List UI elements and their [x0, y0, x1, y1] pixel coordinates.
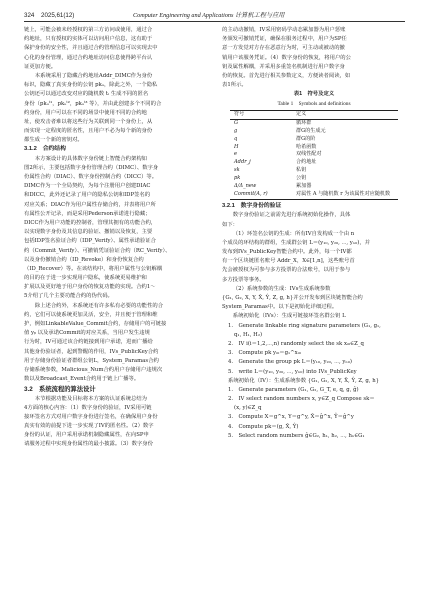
- text-line: 其他身份验证者，起到警醒的作用，IVs_PublicKey合约: [24, 348, 159, 355]
- text-line: 有属性公开记录，而是采用Pederson承诺进行隐藏；: [24, 210, 151, 217]
- text-line: 3. Compute X＝g^x, Y＝g^y, X̂＝ĝ^x, Ŷ＝ĝ^y: [228, 414, 354, 421]
- text-line: 约身份，用户可以在不同的场景中使用不同的合约地: [24, 109, 147, 116]
- text-line: 意一方发觉对方存在恶意行为时，可主动或被动的撤: [222, 45, 345, 52]
- symbol-cell: Addr_j: [234, 159, 251, 166]
- text-line: 3. Compute pk yᵢ₀＝g₁^xᵢ₀: [228, 350, 301, 357]
- symbols-table: [230, 110, 398, 200]
- text-line: 5. write L＝(y₁₀, y₂₀, ⋯, yₙ₀) into IVs_PublicKey: [228, 368, 357, 375]
- text-line: 数字身份验证之前需先进行系统初始化操作，具体: [232, 212, 351, 219]
- definition-cell: 双线性配对: [296, 151, 322, 158]
- definition-cell: 累加器: [296, 183, 312, 190]
- journal-title: Computer Engineering and Applications 计算机工程与应用: [133, 12, 285, 19]
- symbol-cell: G: [234, 119, 239, 126]
- text-line: 的主动动撤销，IV采用密码学动态累加器为用户惩账: [222, 27, 346, 33]
- text-line: 1. Generate linkable ring signature parameters (G₁, g₁,: [228, 322, 381, 329]
- text-line: 存储系统参数，Malicious_Num合约用户存储用户违规次: [24, 366, 163, 373]
- definition-cell: 循环群: [296, 119, 312, 126]
- text-line: 5. Select random numbers ĝ∈G₂, h₁, h₂, ⋯, hₙ∈G₁: [228, 432, 365, 439]
- text-line: 4. Compute pk＝(g, X̂, Ŷ): [228, 423, 299, 430]
- text-line: 2. IV i(i＝1,2,⋯,n) randomly select the sk xᵢ₀∈Z_q: [228, 340, 364, 347]
- text-line: 5介绍了几个主要功能合约的伪代码。: [24, 293, 113, 300]
- text-line: 公钥还可以通过改变对应的随机数 tᵢ 生成不同的匿名: [24, 91, 149, 98]
- text-line: 证更加方便。: [24, 63, 57, 70]
- text-line: （2）系统参数的生成：IVs生成系统参数: [232, 285, 331, 292]
- text-line: 和DICC，此外还记录了用户的隐私公钥和IDP签名的: [24, 192, 151, 199]
- table-row: [230, 136, 398, 144]
- symbol-cell: e: [234, 151, 238, 158]
- text-line: 以实现数字身份及其信息的验证、撤销以及恢复，主要: [24, 229, 153, 236]
- text-line: 护，例如LinkableValue_Commit合约，存储用户的可链接: [24, 321, 167, 327]
- text-line: 包括IDP签名验证合约（IDP_Verify）、属性承诺验证合: [24, 238, 156, 245]
- text-line: 标识，隐藏了真实身份的公钥 pkᵤ，除此之外，一个隐私: [24, 82, 158, 89]
- definition-cell: 合约地址: [296, 159, 317, 166]
- definition-header: 定义: [296, 110, 307, 117]
- text-line: 请服务过程中实现身份属性的最小披露。（3）数字身份: [24, 441, 153, 448]
- text-line: 约地址，只有授权的实体可以访问用户信息，这有助于: [24, 36, 153, 43]
- text-line: 份的恢复。首先进行相关参数定义，方便读者阅读，如: [222, 72, 351, 79]
- text-line: 以及身份撤销合约（ID_Revoke）和身份恢复合约: [24, 256, 144, 263]
- algorithm-block: [222, 322, 406, 441]
- section-heading: 3.2.1 数字身份的验证: [222, 203, 282, 210]
- text-line: 约，它们可以使系统更加灵活，安全，并且便于管理和维: [24, 311, 158, 318]
- text-line: 4. Generate the group pk L＝(y₁₀, y₂₀, ⋯, yₙ₀): [228, 359, 352, 366]
- text-line: 4方面的核心内容：（1）数字身份的验证，IV采用可链: [24, 404, 152, 411]
- text-line: 扩展以及更好地于用户身份的恢复功能的实现。合约1～: [24, 284, 156, 291]
- text-line: 系统初始化（IVs）：生成可链接环签名群公钥 L: [232, 313, 346, 320]
- text-line: 约（Commit_Verify）、可撤销凭证验证合约（RC_Verify）、: [24, 247, 171, 254]
- text-line: 都生成一个新的密钥对。: [24, 137, 83, 144]
- symbol-cell: Δ/Δ_new: [234, 183, 257, 190]
- running-header: [24, 10, 405, 22]
- table-caption-cn: 表1 符号及定义: [293, 91, 335, 98]
- text-line: q₁, H₁, H₂): [234, 331, 263, 338]
- text-line: 本方案设计的具体数字身份链上智能合约架构如: [34, 155, 148, 162]
- text-line: 心化的身份管理，通过合约地址访问信息使得跨平台认: [24, 54, 153, 61]
- text-line: 先会被授权为可参与多方投票的合法账号，以用于参与: [222, 267, 351, 274]
- text-line: 2. IV select random numbers x, y∈Z_q Compose sk＝: [228, 396, 375, 403]
- symbol-cell: H: [234, 143, 239, 150]
- text-line: 1. Generate parameters (G₁, G₂, G_T, e, q, g, ĝ): [228, 386, 359, 393]
- text-line: 销用户该服务凭证。（4）数字身份的恢复，将用户的公: [222, 54, 351, 61]
- issue-info: 2025,61(12): [41, 12, 75, 19]
- text-line: 图2所示，主要包括数字身份管理合约（DIMC）、数字身: [24, 164, 159, 171]
- text-line: System_Paramas中。以下是初始化详细过程。: [222, 304, 338, 311]
- table-row: [230, 191, 398, 199]
- text-line: 务颁发可撤销凭证，确保在服务过程中，用户为SP任: [222, 36, 347, 43]
- text-line: {G₁, G₂, X, Y, X̂, Ŷ, Z, g, h}并公开发布到区块链智能合约: [222, 295, 363, 302]
- symbol-header: 符号: [234, 110, 245, 117]
- definition-cell: 群G的生成元: [296, 127, 326, 134]
- text-line: 身份的认证，用户采用承诺机制隐藏属性，在向SP申: [24, 432, 149, 439]
- page-number: 324: [24, 12, 35, 19]
- text-line: 真实有效的前提下进一步实现了IV的匿名性。（2）数字: [24, 423, 154, 430]
- definition-cell: 哈希函数: [296, 143, 317, 150]
- text-line: 钥及属性解耦，并采用多重签名机制进行用户数字身: [222, 63, 345, 70]
- text-line: 本节根据功能及目标将本方案的认证系统总结为: [34, 395, 148, 402]
- table-row: [230, 119, 398, 127]
- text-line: 除上述合约外，本系统还有许多私有必要的功能性的合: [34, 302, 164, 309]
- text-line: 用于存储身份验证者群组公钥L，System_Paramas合约: [24, 357, 159, 364]
- text-line: 数以及Broadcast_Event合约用于链上广播等。: [24, 376, 140, 383]
- text-line: 份属性合约（DIAC）、数字身份控制合约（DICC）等。: [24, 174, 158, 180]
- text-line: 系统初始化（IV）：生成系统参数 {G₁, G₂, X, Y, X̂, Ŷ, Z, g, h}: [228, 377, 380, 384]
- text-line: （ID_Recover）等。在该结构中，将用户属性与公钥解耦: [24, 265, 163, 272]
- right-column: [222, 26, 406, 441]
- symbol-cell: sk: [234, 167, 240, 174]
- text-line: 对应关系；DIAC作为用户属性存储合约，并表将用户所: [24, 201, 156, 208]
- symbol-cell: g: [234, 127, 238, 134]
- table-caption-en: Table 1 Symbols and definitions: [277, 100, 351, 107]
- left-column: [24, 26, 208, 450]
- text-line: 本系统采用了隐藏合约地址Addr_DIMC作为身份: [34, 72, 153, 79]
- table-row: [230, 159, 398, 167]
- right-intro-text: [222, 26, 406, 90]
- table-row: [230, 175, 398, 183]
- text-line: 表1所示。: [222, 82, 247, 89]
- section-heading: 3.1.2 合约结构: [24, 146, 66, 153]
- symbol-cell: pk: [234, 175, 241, 182]
- text-line: 身份（pkᵤᵗ¹，pkᵤᵗ²，pkᵤᵗ³ 等），并由此创建多个不同的合: [24, 100, 162, 107]
- definition-cell: 公钥: [296, 175, 307, 182]
- section-heading: 3.2 系统流程的算法设计: [24, 386, 96, 394]
- definition-cell: 对属性 A 与随机数 r 为该属性对应随机数: [296, 191, 391, 198]
- text-line: 址，使攻击者难以将这些行为关联到同一个身份上，从: [24, 118, 153, 125]
- right-body-text: [222, 202, 406, 321]
- text-line: DICC作为用户功能的控制者，管理其拥有的功能合约，: [24, 219, 157, 226]
- table-row: [230, 167, 398, 175]
- text-line: 有一个区块链匿名账号 Addr_X，X∈[1,n]，这些账号首: [222, 258, 355, 265]
- text-line: 行为时，IV可通过该合约链接到用户承诺，进而广播给: [24, 339, 153, 346]
- text-line: DIMC作为一个全局契约，为每个注册用户创建DIAC: [24, 183, 151, 190]
- text-line: 多方投票等事务。: [222, 276, 265, 283]
- symbol-cell: Commit(A, r): [234, 191, 268, 198]
- text-line: 发布到IVs_PublicKey智能合约中。此外，每一个IV都: [222, 249, 352, 256]
- text-line: 保护身份的安全性，并且通过合约管理信息可以实现去中: [24, 45, 158, 52]
- text-line: 值 yᵦ 以及承诺Commit的对应关系，当用户发生违规: [24, 330, 150, 337]
- text-line: 接环签名方式对用户数字身份进行签名，在确保用户身份: [24, 413, 158, 420]
- definition-cell: 群G的阶: [296, 135, 316, 142]
- text-line: 如下：: [222, 221, 239, 228]
- symbol-cell: q: [234, 135, 238, 142]
- text-line: (x, y)∈Z_q: [234, 405, 262, 412]
- table-body: [230, 119, 398, 200]
- text-line: 个成员的环结构的群组，生成群公钥 L＝(y₁₀, y₂₀, ⋯, yₙ₀)，并: [222, 239, 371, 246]
- text-line: 而实现一定程度的匿名性，且用户不必为每个新的身份: [24, 128, 153, 135]
- text-line: （1）环签名公钥的生成：所有IV自发构成一个由 n: [232, 230, 355, 237]
- text-line: 链上，可能会被未经授权的第三方访问或使用，通过合: [24, 27, 153, 33]
- text-line: 的目的在于进一步实现用户隐私，使系统更易维护和: [24, 275, 147, 282]
- definition-cell: 私钥: [296, 167, 307, 174]
- table-row: [230, 128, 398, 136]
- table-header-row: [230, 110, 398, 119]
